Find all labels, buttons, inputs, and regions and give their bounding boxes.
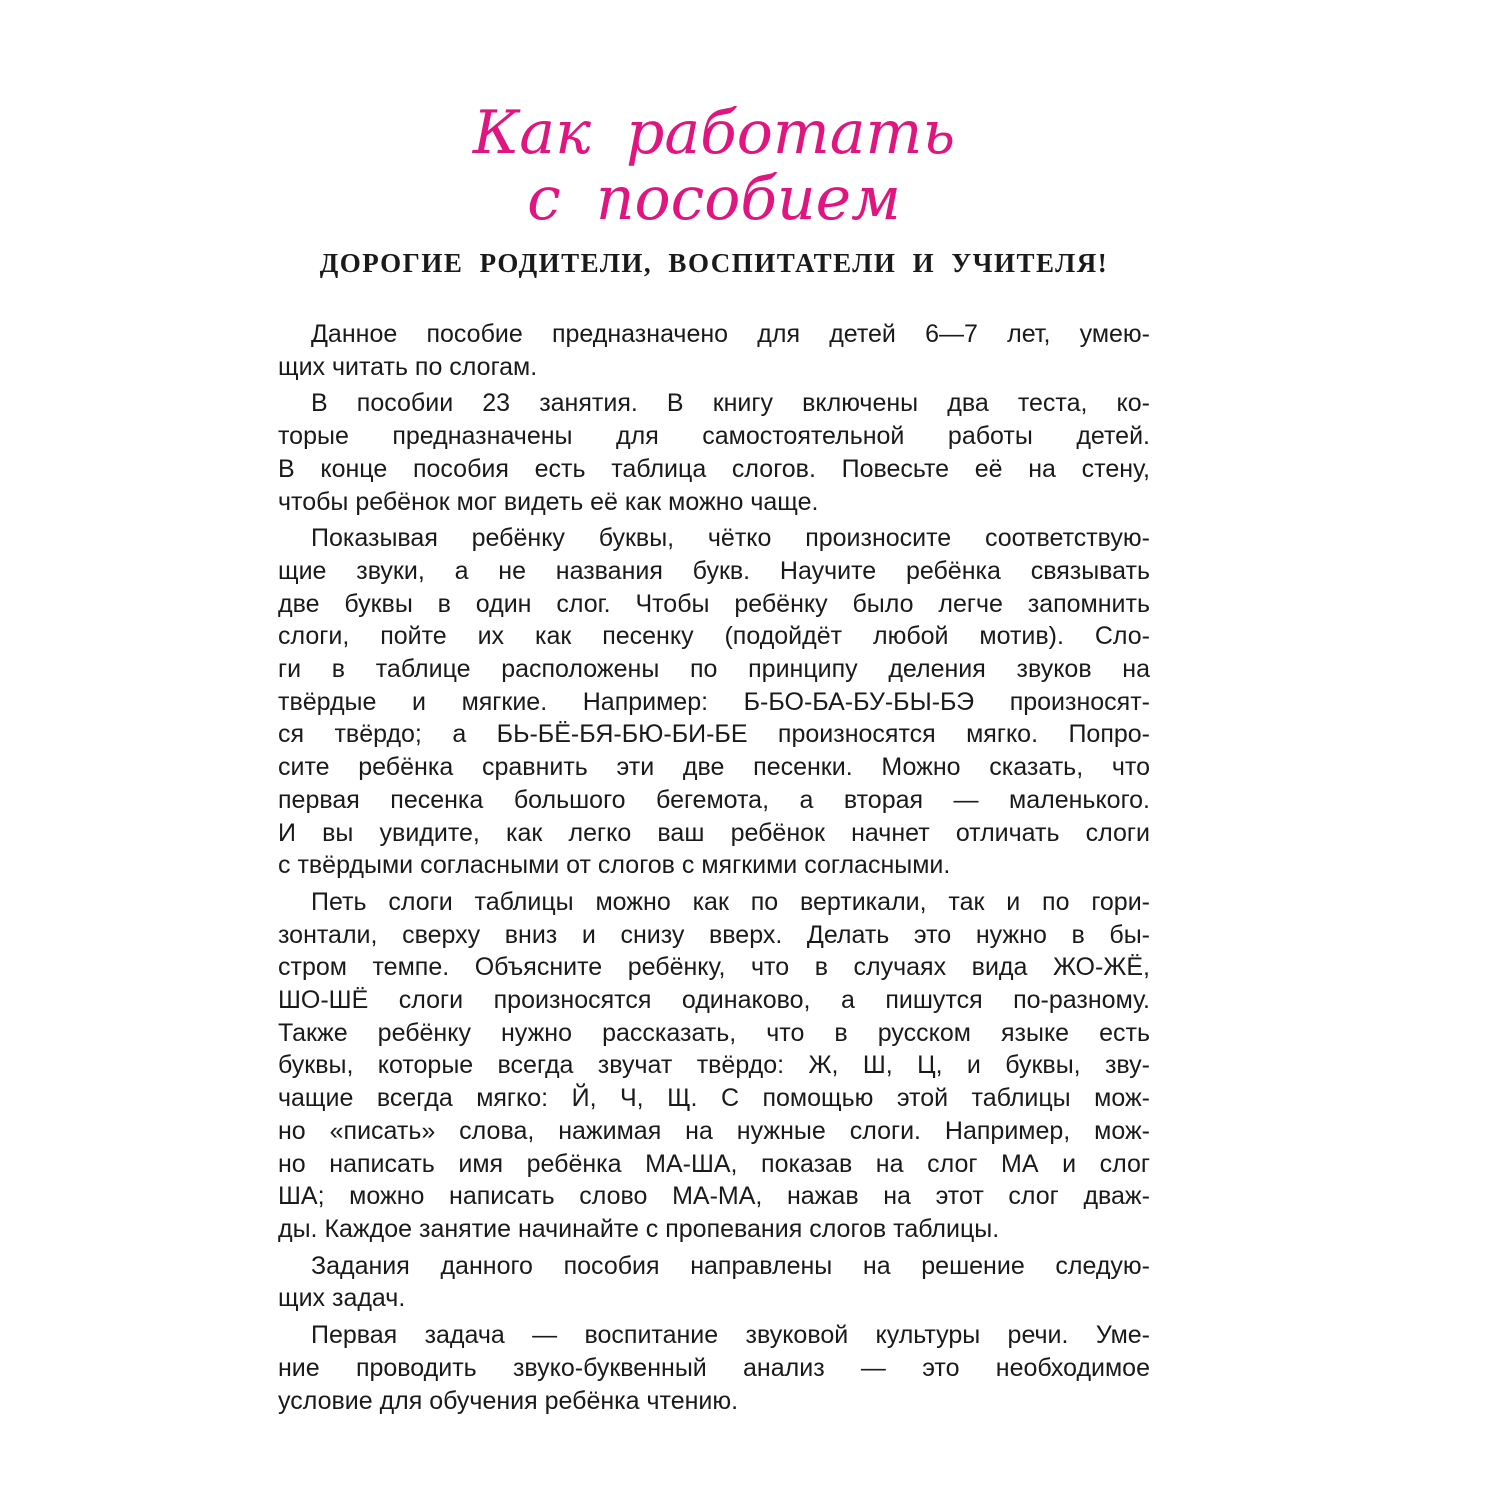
paragraph-line: ги в таблице расположены по принципу деления звуков на xyxy=(278,655,1150,684)
page xyxy=(278,100,1150,1421)
paragraph-line: щих задач. xyxy=(278,1284,406,1313)
paragraph-line: Данное пособие предназначено для детей 6—7 лет, умею- xyxy=(311,320,1150,348)
paragraph-line: чащие всегда мягко: Й, Ч, Щ. С помощью этой таблицы мож- xyxy=(278,1084,1150,1113)
page-title xyxy=(278,100,1150,232)
paragraph-line: ды. Каждое занятие начинайте с пропевания слогов таблицы. xyxy=(278,1214,1000,1243)
paragraph xyxy=(278,318,1150,383)
paragraph-line: Задания данного пособия направлены на решение следую- xyxy=(311,1251,1150,1280)
paragraph-line: зонтали, сверху вниз и снизу вверх. Делать это нужно в бы- xyxy=(278,920,1150,949)
paragraph xyxy=(278,1319,1150,1417)
paragraph-line: В пособии 23 занятия. В книгу включены два теста, ко- xyxy=(311,389,1150,418)
paragraph-line: слоги, пойте их как песенку (подойдёт любой мотив). Сло- xyxy=(278,622,1150,651)
paragraph-line: торые предназначены для самостоятельной работы детей. xyxy=(278,422,1150,451)
paragraph-line: Также ребёнку нужно рассказать, что в русском языке есть xyxy=(278,1018,1150,1047)
paragraph-line: ся твёрдо; а БЬ-БЁ-БЯ-БЮ-БИ-БЕ произносятся мягко. Попро- xyxy=(278,720,1150,749)
paragraph xyxy=(278,387,1150,518)
paragraph-line: стром темпе. Объясните ребёнку, что в случаях вида ЖО-ЖЁ, xyxy=(278,953,1150,982)
paragraph-line: щие звуки, а не названия букв. Научите ребёнка связывать xyxy=(278,556,1150,585)
paragraph-line: первая песенка большого бегемота, а вторая — маленького. xyxy=(278,785,1150,814)
paragraph-line: ние проводить звуко-буквенный анализ — это необходимое xyxy=(278,1353,1150,1382)
paragraph-line: ША; можно написать слово МА-МА, нажав на этот слог дваж- xyxy=(278,1182,1150,1211)
paragraph-line: но написать имя ребёнка МА-ША, показав на слог МА и слог xyxy=(278,1149,1150,1178)
page-title-line: Как работать xyxy=(472,98,956,168)
paragraph-line: чтобы ребёнок мог видеть её как можно чаще. xyxy=(278,487,819,516)
body-text xyxy=(278,318,1150,1417)
paragraph-line: буквы, которые всегда звучат твёрдо: Ж, Ш, Ц, и буквы, зву- xyxy=(278,1051,1150,1080)
paragraph-line: И вы увидите, как легко ваш ребёнок начнет отличать слоги xyxy=(278,818,1150,847)
paragraph-line: Показывая ребёнку буквы, чётко произносите соответствую- xyxy=(311,524,1150,553)
paragraph-line: сите ребёнка сравнить эти две песенки. Можно сказать, что xyxy=(278,753,1150,782)
paragraph-line: Петь слоги таблицы можно как по вертикали, так и по гори- xyxy=(311,887,1150,916)
address-heading: ДОРОГИЕ РОДИТЕЛИ, ВОСПИТАТЕЛИ И УЧИТЕЛЯ! xyxy=(319,248,1109,278)
paragraph-line: Первая задача — воспитание звуковой культуры речи. Уме- xyxy=(311,1321,1150,1350)
page-title-line: с пособием xyxy=(527,164,901,234)
paragraph-line: с твёрдыми согласными от слогов с мягкими согласными. xyxy=(278,851,951,880)
paragraph-line: но «писать» слова, нажимая на нужные слоги. Например, мож- xyxy=(278,1116,1150,1145)
paragraph xyxy=(278,1250,1150,1315)
paragraph-line: ШО-ШЁ слоги произносятся одинаково, а пишутся по-разному. xyxy=(278,986,1150,1015)
paragraph-line: две буквы в один слог. Чтобы ребёнку было легче запомнить xyxy=(278,589,1150,618)
paragraph-line: щих читать по слогам. xyxy=(278,352,538,381)
paragraph-line: твёрдые и мягкие. Например: Б-БО-БА-БУ-БЫ-БЭ произносят- xyxy=(278,687,1150,716)
paragraph-line: условие для обучения ребёнка чтению. xyxy=(278,1386,739,1415)
paragraph xyxy=(278,522,1150,882)
paragraph xyxy=(278,886,1150,1246)
paragraph-line: В конце пособия есть таблица слогов. Повесьте её на стену, xyxy=(278,454,1150,483)
